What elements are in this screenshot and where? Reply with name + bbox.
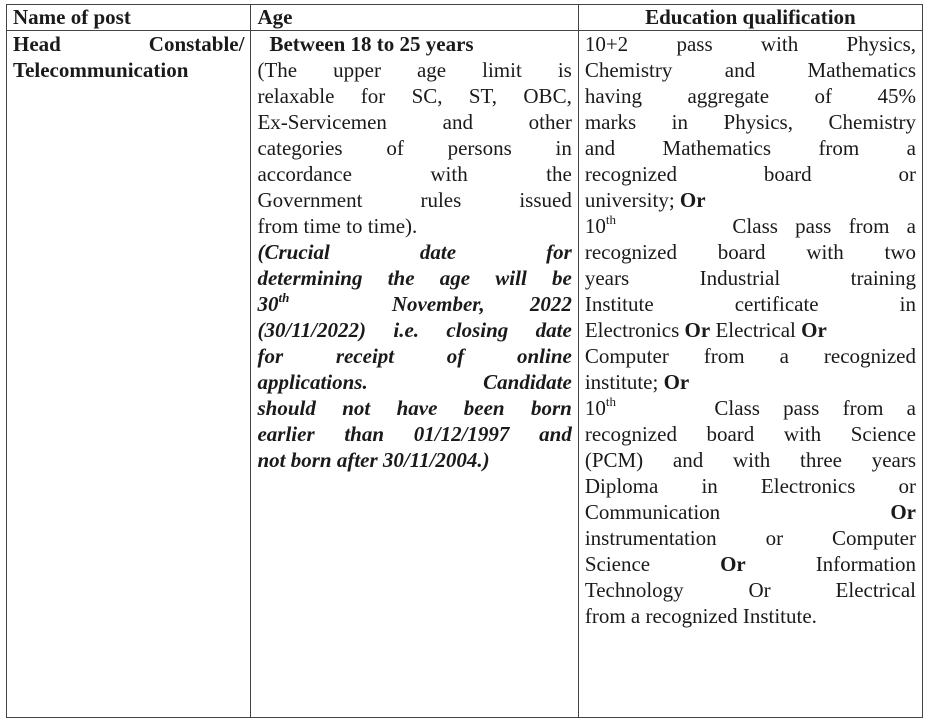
edu-line: Institute certificate in xyxy=(584,292,916,316)
edu-line: Electronics Or Electrical Or xyxy=(584,318,827,342)
age-crucial-line: determining the age will be xyxy=(257,266,572,290)
age-crucial-day: 30th xyxy=(257,290,290,316)
age-range: Between 18 to 25 years xyxy=(269,32,474,56)
edu-line: and Mathematics from a xyxy=(584,136,916,160)
edu-line: Communication Or xyxy=(584,500,916,524)
age-relax-line: relaxable for SC, ST, OBC, xyxy=(257,84,572,108)
edu-line: years Industrial training xyxy=(584,266,916,290)
age-crucial-month: November, 2022 xyxy=(391,292,572,316)
recruitment-table xyxy=(6,4,923,718)
header-age: Age xyxy=(251,5,578,31)
edu-line: institute; Or xyxy=(584,370,690,394)
age-crucial-line: should not have been born xyxy=(257,396,572,420)
edu-line: 10th Class pass from a xyxy=(584,394,916,420)
age-crucial-line: earlier than 01/12/1997 and xyxy=(257,422,572,446)
edu-line: Science Or Information xyxy=(584,552,916,576)
header-education: Education qualification xyxy=(578,5,922,31)
edu-line: marks in Physics, Chemistry xyxy=(584,110,916,134)
post-line-1 xyxy=(13,31,244,57)
edu-line: 10th Class pass from a xyxy=(584,212,916,238)
edu-line: 10+2 pass with Physics, xyxy=(584,32,916,56)
age-relax-line: Government rules issued xyxy=(257,188,572,212)
cell-education xyxy=(578,31,922,718)
edu-line: instrumentation or Computer xyxy=(584,526,916,550)
edu-line: Diploma in Electronics or xyxy=(584,474,916,498)
post-line-2: Telecommunication xyxy=(13,58,189,82)
cell-age xyxy=(251,31,578,718)
header-row xyxy=(7,5,923,31)
age-relax-line: accordance with the xyxy=(257,162,572,186)
edu-line: having aggregate of 45% xyxy=(584,84,916,108)
age-relax-line: categories of persons in xyxy=(257,136,572,160)
edu-line: recognized board with two xyxy=(584,240,916,264)
edu-line: Chemistry and Mathematics xyxy=(584,58,916,82)
age-crucial-line: for receipt of online xyxy=(257,344,572,368)
cell-post xyxy=(7,31,251,718)
edu-line: from a recognized Institute. xyxy=(584,604,817,628)
edu-line: university; Or xyxy=(584,188,706,212)
table-row xyxy=(7,31,923,718)
age-relax-line: (The upper age limit is xyxy=(257,58,572,82)
age-crucial-line: (Crucial date for xyxy=(257,240,572,264)
age-relax-line: from time to time). xyxy=(257,214,418,238)
edu-line: Computer from a recognized xyxy=(584,344,916,368)
post-constable: Constable/ xyxy=(148,32,245,56)
age-crucial-line: (30/11/2022) i.e. closing date xyxy=(257,318,572,342)
age-crucial-line: not born after 30/11/2004.) xyxy=(257,448,490,472)
edu-line: Technology Or Electrical xyxy=(584,578,916,602)
edu-line: (PCM) and with three years xyxy=(584,448,916,472)
header-name-of-post: Name of post xyxy=(7,5,251,31)
age-relax-line: Ex-Servicemen and other xyxy=(257,110,572,134)
age-crucial-line: applications. Candidate xyxy=(257,370,572,394)
edu-line: recognized board or xyxy=(584,162,916,186)
age-crucial-date-line xyxy=(257,291,571,317)
edu-line: recognized board with Science xyxy=(584,422,916,446)
post-head: Head xyxy=(13,32,61,56)
